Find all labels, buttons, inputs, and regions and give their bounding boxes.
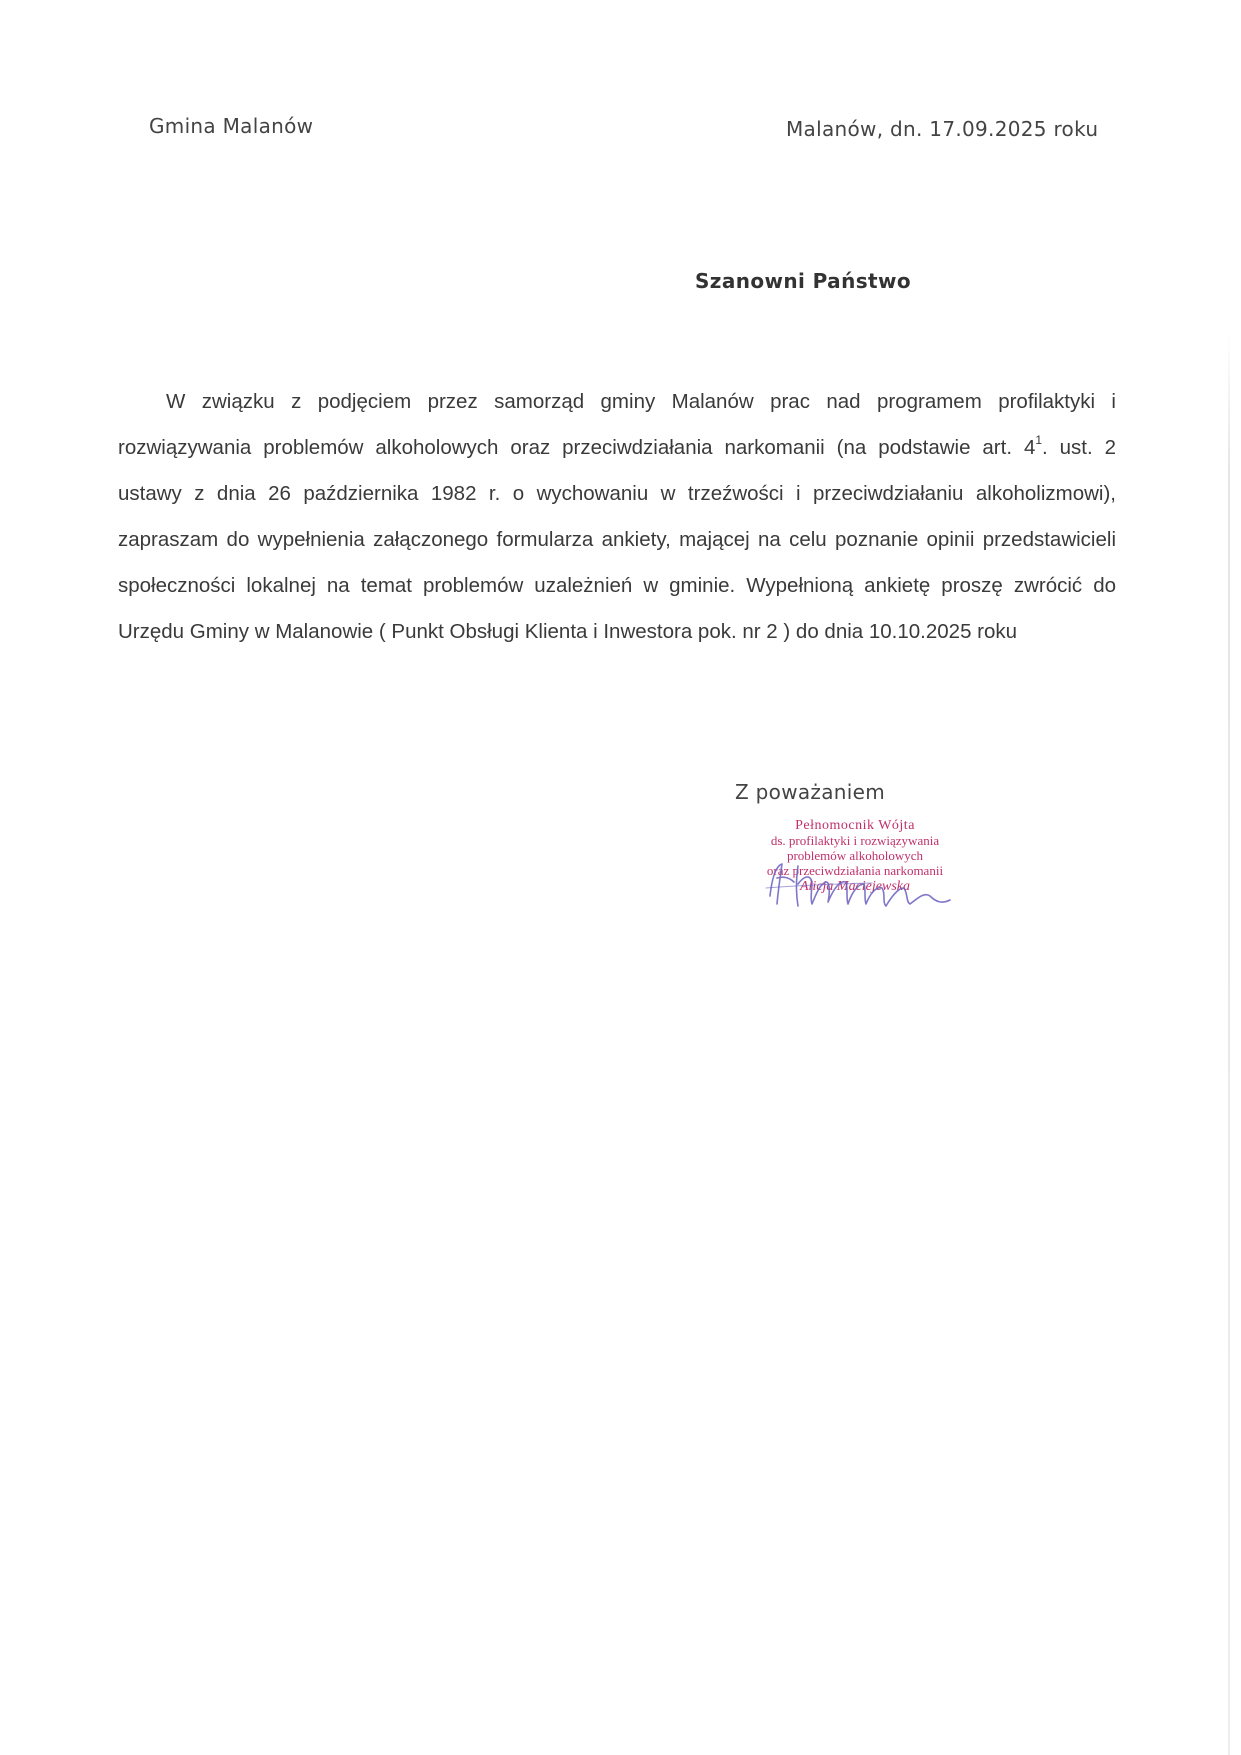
handwritten-signature [752, 858, 967, 918]
stamp-line-3: problemów alkoholowych [786, 848, 924, 863]
scan-edge-line [1228, 330, 1230, 1755]
letter-date: Malanów, dn. 17.09.2025 roku [786, 117, 1099, 141]
stamp-line-2: ds. profilaktyki i rozwiązywania [770, 833, 940, 848]
body-text-part1: W związku z podjęciem przez samorząd gminy Malanów prac nad programem profilaktyki i rozwiązywania problemów alkoholowych oraz przeciwdziałania narkomanii (na podstawie art. 4 [118, 390, 1116, 459]
closing-phrase: Z poważaniem [735, 780, 885, 804]
stamp-line-4: oraz przeciwdziałania narkomanii [766, 863, 944, 878]
salutation: Szanowni Państwo [695, 269, 911, 293]
stamp-title: Pełnomocnik Wójta [795, 818, 915, 833]
sender-name: Gmina Malanów [149, 114, 314, 138]
article-superscript: 1 [1035, 433, 1043, 448]
stamp-name: Alicja Maciejewska [799, 879, 911, 894]
letter-body [118, 379, 1116, 655]
body-text-part2: . ust. 2 ustawy z dnia 26 października 1982 r. o wychowaniu w trzeźwości i przeciwdziałaniu alkoholizmowi), zapraszam do wypełnienia załączonego formularza ankiety, mającej na celu poznanie opinii przedstawicieli społeczności lokalnej na temat problemów uzależnień w gminie. Wypełnioną ankietę proszę zwrócić do Urzędu Gminy w Malanowie ( Punkt Obsługi Klienta i Inwestora pok. nr 2 ) do dnia 10.10.2025 roku [118, 436, 1116, 643]
